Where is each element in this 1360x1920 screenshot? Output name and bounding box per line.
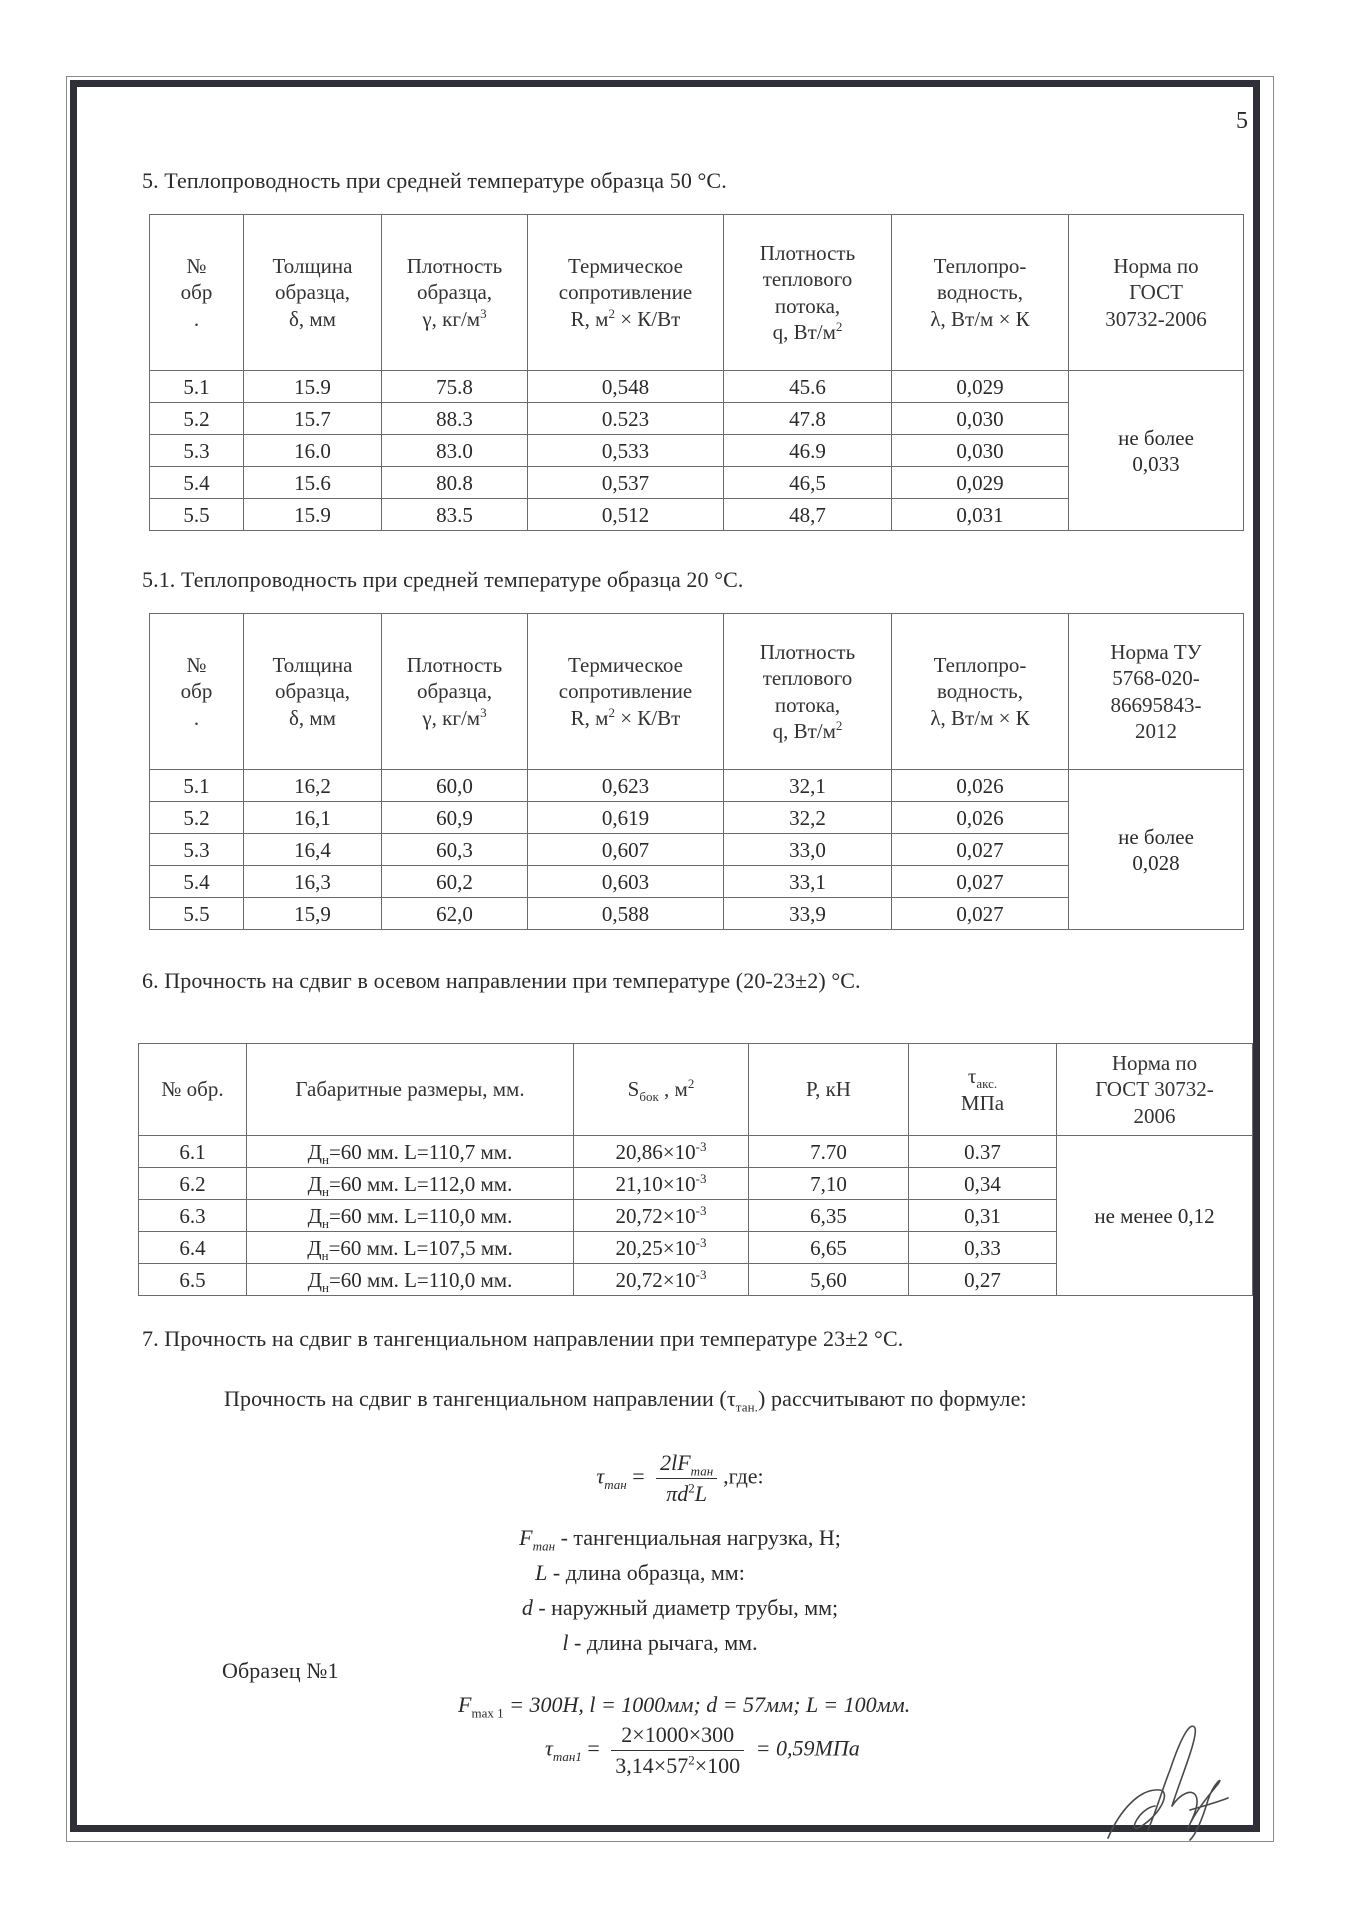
header-number: № обр. xyxy=(139,1044,247,1136)
cell-flux: 33,1 xyxy=(724,866,892,898)
cell-no: 5.2 xyxy=(150,802,244,834)
legend-item: d - наружный диаметр трубы, мм; xyxy=(521,1595,839,1620)
table-row xyxy=(139,1136,1253,1168)
cell-resistance: 0,603 xyxy=(528,866,724,898)
cell-no: 5.3 xyxy=(150,834,244,866)
cell-conductivity: 0,029 xyxy=(892,371,1069,403)
cell-density: 75.8 xyxy=(382,371,528,403)
cell-no: 5.1 xyxy=(150,371,244,403)
sample-calculation: $\tau_{тан1}$ = $\frac{2\times 1000\times 300}{3,14\times 57^2\times 100}$ = 0,59МПа xyxy=(545,1722,860,1778)
header-force: Р, кН xyxy=(749,1044,909,1136)
table-conductivity-20c xyxy=(149,613,1244,930)
cell-area: $21,10\times 10^{-3}$ xyxy=(574,1168,749,1200)
header-density: Плотность образца, γ, $кг/м^3$ xyxy=(382,215,528,371)
legend-item: L - длина образца, мм: xyxy=(535,1560,745,1585)
cell-no: 5.3 xyxy=(150,435,244,467)
cell-flux: 46,5 xyxy=(724,467,892,499)
cell-thickness: 15.9 xyxy=(244,371,382,403)
page-number: 5 xyxy=(1236,108,1248,134)
header-norm: Норма ТУ 5768-020- 86695843- 2012 xyxy=(1069,614,1244,770)
section-5-1-heading: 5.1. Теплопроводность при средней температуре образца 20 °С. xyxy=(142,567,744,592)
cell-resistance: 0,623 xyxy=(528,770,724,802)
header-number: № обр . xyxy=(150,215,244,371)
cell-shear-stress: 0,33 xyxy=(909,1232,1057,1264)
header-resistance: Термическое сопротивление R, $м^2 \times К/Вт$ xyxy=(528,215,724,371)
cell-no: 5.1 xyxy=(150,770,244,802)
cell-flux: 32,2 xyxy=(724,802,892,834)
formula-tangential-shear: $\tau_{тан}$ = $\frac{2lF_{тан}}{\pi d^2L}$ ,где: xyxy=(596,1450,764,1506)
cell-flux: 45.6 xyxy=(724,371,892,403)
header-number: № обр . xyxy=(150,614,244,770)
cell-thickness: 16,3 xyxy=(244,866,382,898)
header-density: Плотность образца, γ, $кг/м^3$ xyxy=(382,614,528,770)
cell-density: 83.5 xyxy=(382,499,528,531)
cell-resistance: 0,619 xyxy=(528,802,724,834)
cell-shear-stress: 0,31 xyxy=(909,1200,1057,1232)
header-conductivity: Теплопро- водность, λ, Вт/м × К xyxy=(892,215,1069,371)
table-axial-shear xyxy=(138,1043,1253,1296)
cell-no: 6.2 xyxy=(139,1168,247,1200)
cell-density: 83.0 xyxy=(382,435,528,467)
cell-resistance: 0,588 xyxy=(528,898,724,930)
table-row xyxy=(150,770,1244,802)
cell-density: 60,3 xyxy=(382,834,528,866)
cell-density: 60,0 xyxy=(382,770,528,802)
cell-thickness: 16,1 xyxy=(244,802,382,834)
cell-conductivity: 0,026 xyxy=(892,770,1069,802)
cell-conductivity: 0,027 xyxy=(892,898,1069,930)
cell-norm: не более 0,033 xyxy=(1069,371,1244,531)
header-norm: Норма по ГОСТ 30732- 2006 xyxy=(1057,1044,1253,1136)
cell-dimensions: $Д_н=60$ мм. L=107,5 мм. xyxy=(247,1232,574,1264)
cell-resistance: 0,537 xyxy=(528,467,724,499)
cell-resistance: 0,512 xyxy=(528,499,724,531)
cell-shear-stress: 0,27 xyxy=(909,1264,1057,1296)
table-header-row xyxy=(150,614,1244,770)
cell-dimensions: $Д_н=60$ мм. L=110,0 мм. xyxy=(247,1200,574,1232)
cell-area: $20,72\times 10^{-3}$ xyxy=(574,1200,749,1232)
cell-thickness: 15,9 xyxy=(244,898,382,930)
table-header-row xyxy=(139,1044,1253,1136)
cell-dimensions: $Д_н=60$ мм. L=110,7 мм. xyxy=(247,1136,574,1168)
cell-conductivity: 0,026 xyxy=(892,802,1069,834)
cell-thickness: 16,2 xyxy=(244,770,382,802)
cell-no: 5.5 xyxy=(150,898,244,930)
cell-flux: 48,7 xyxy=(724,499,892,531)
table-header-row xyxy=(150,215,1244,371)
cell-conductivity: 0,030 xyxy=(892,435,1069,467)
header-dimensions: Габаритные размеры, мм. xyxy=(247,1044,574,1136)
section-5-heading: 5. Теплопроводность при средней температуре образца 50 °С. xyxy=(142,168,727,193)
cell-no: 6.1 xyxy=(139,1136,247,1168)
cell-thickness: 15.7 xyxy=(244,403,382,435)
cell-resistance: 0,607 xyxy=(528,834,724,866)
cell-flux: 46.9 xyxy=(724,435,892,467)
cell-resistance: 0,548 xyxy=(528,371,724,403)
cell-no: 5.4 xyxy=(150,866,244,898)
cell-norm: не более 0,028 xyxy=(1069,770,1244,930)
cell-density: 60,2 xyxy=(382,866,528,898)
cell-thickness: 15.6 xyxy=(244,467,382,499)
cell-force: 6,35 xyxy=(749,1200,909,1232)
section-7-heading: 7. Прочность на сдвиг в тангенциальном направлении при температуре 23±2 °С. xyxy=(142,1326,904,1351)
cell-force: 6,65 xyxy=(749,1232,909,1264)
cell-area: $20,72\times 10^{-3}$ xyxy=(574,1264,749,1296)
header-thickness: Толщина образца, δ, мм xyxy=(244,215,382,371)
cell-no: 5.2 xyxy=(150,403,244,435)
header-conductivity: Теплопро- водность, λ, Вт/м × К xyxy=(892,614,1069,770)
cell-shear-stress: 0.37 xyxy=(909,1136,1057,1168)
cell-flux: 33,0 xyxy=(724,834,892,866)
cell-no: 6.3 xyxy=(139,1200,247,1232)
cell-area: $20,86\times 10^{-3}$ xyxy=(574,1136,749,1168)
sample-parameters: $F_{max 1} = 300H$, l = 1000мм; d = 57мм; L = 100мм. xyxy=(458,1692,911,1721)
cell-conductivity: 0,027 xyxy=(892,866,1069,898)
cell-resistance: 0,533 xyxy=(528,435,724,467)
cell-resistance: 0.523 xyxy=(528,403,724,435)
cell-density: 80.8 xyxy=(382,467,528,499)
cell-force: 5,60 xyxy=(749,1264,909,1296)
section-6-heading: 6. Прочность на сдвиг в осевом направлении при температуре (20-23±2) °С. xyxy=(142,968,861,993)
sample-label: Образец №1 xyxy=(222,1658,339,1683)
cell-thickness: 16.0 xyxy=(244,435,382,467)
cell-conductivity: 0,027 xyxy=(892,834,1069,866)
header-heat-flux: Плотность теплового потока, q, $Вт/м^2$ xyxy=(724,215,892,371)
cell-flux: 47.8 xyxy=(724,403,892,435)
cell-norm: не менее 0,12 xyxy=(1057,1136,1253,1296)
cell-dimensions: $Д_н=60$ мм. L=110,0 мм. xyxy=(247,1264,574,1296)
cell-conductivity: 0,029 xyxy=(892,467,1069,499)
header-shear-stress: $\tau_{акс.}$ МПа xyxy=(909,1044,1057,1136)
cell-no: 5.5 xyxy=(150,499,244,531)
cell-thickness: 15.9 xyxy=(244,499,382,531)
cell-area: $20,25\times 10^{-3}$ xyxy=(574,1232,749,1264)
cell-force: 7,10 xyxy=(749,1168,909,1200)
cell-conductivity: 0,030 xyxy=(892,403,1069,435)
cell-dimensions: $Д_н=60$ мм. L=112,0 мм. xyxy=(247,1168,574,1200)
cell-density: 60,9 xyxy=(382,802,528,834)
cell-no: 5.4 xyxy=(150,467,244,499)
legend-item: l - длина рычага, мм. xyxy=(562,1630,758,1655)
cell-thickness: 16,4 xyxy=(244,834,382,866)
table-conductivity-50c xyxy=(149,214,1244,531)
cell-shear-stress: 0,34 xyxy=(909,1168,1057,1200)
cell-density: 62,0 xyxy=(382,898,528,930)
formula-intro: Прочность на сдвиг в тангенциальном направлении $(\tau_{тан.})$ рассчитывают по формуле: xyxy=(224,1386,1027,1415)
legend-item: $F_{тан}$ - тангенциальная нагрузка, Н; xyxy=(519,1525,841,1554)
header-heat-flux: Плотность теплового потока, q, $Вт/м^2$ xyxy=(724,614,892,770)
cell-flux: 32,1 xyxy=(724,770,892,802)
table-row xyxy=(150,371,1244,403)
header-norm: Норма по ГОСТ 30732-2006 xyxy=(1069,215,1244,371)
header-area: $S_{бок}$ , $м^2$ xyxy=(574,1044,749,1136)
header-resistance: Термическое сопротивление R, $м^2 \times К/Вт$ xyxy=(528,614,724,770)
header-thickness: Толщина образца, δ, мм xyxy=(244,614,382,770)
cell-conductivity: 0,031 xyxy=(892,499,1069,531)
cell-no: 6.5 xyxy=(139,1264,247,1296)
cell-no: 6.4 xyxy=(139,1232,247,1264)
signature-icon xyxy=(1100,1710,1240,1850)
cell-flux: 33,9 xyxy=(724,898,892,930)
cell-force: 7.70 xyxy=(749,1136,909,1168)
cell-density: 88.3 xyxy=(382,403,528,435)
